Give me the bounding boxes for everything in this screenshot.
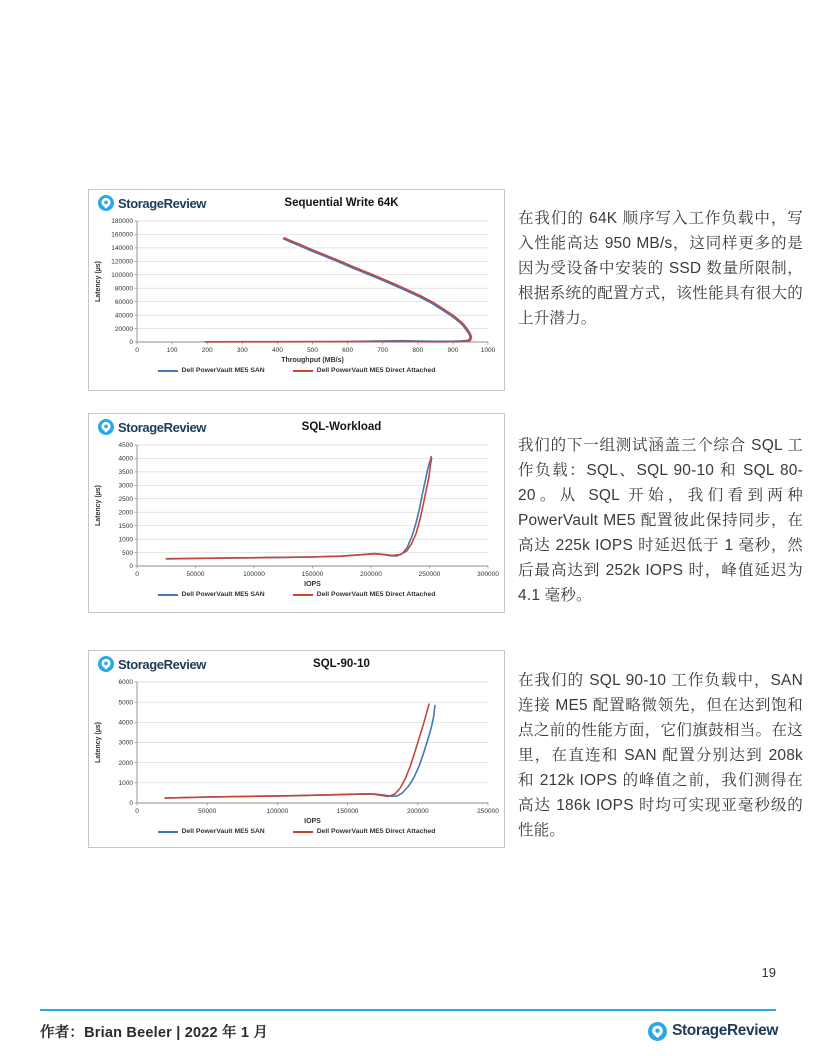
svg-text:100000: 100000: [266, 808, 289, 815]
storagereview-logo-text: StorageReview: [118, 419, 207, 435]
svg-text:2000: 2000: [118, 509, 133, 517]
chart-card: [88, 189, 505, 391]
svg-text:60000: 60000: [114, 298, 133, 306]
svg-text:600: 600: [342, 347, 354, 354]
chart-header: [89, 414, 504, 438]
svg-text:IOPS: IOPS: [304, 581, 321, 588]
chart-title: Sequential Write 64K: [284, 197, 399, 209]
svg-text:300: 300: [236, 347, 248, 354]
svg-text:2000: 2000: [118, 759, 133, 767]
legend-label: Dell PowerVault ME5 SAN: [181, 367, 265, 374]
svg-text:100: 100: [166, 347, 178, 354]
legend-label: Dell PowerVault ME5 Direct Attached: [316, 591, 436, 598]
svg-text:Latency (µs): Latency (µs): [95, 485, 102, 526]
svg-text:0: 0: [135, 347, 139, 354]
legend-label: Dell PowerVault ME5 SAN: [181, 828, 265, 835]
svg-text:150000: 150000: [301, 571, 324, 578]
chart-card: [88, 413, 505, 613]
svg-text:250000: 250000: [418, 571, 441, 578]
legend-item: [293, 367, 436, 374]
author-name: Brian Beeler: [84, 1024, 172, 1041]
legend-item: [293, 591, 436, 598]
storagereview-drop-icon: [648, 1022, 667, 1041]
svg-text:900: 900: [447, 347, 459, 354]
legend-swatch: [158, 370, 178, 372]
storagereview-drop-icon: [98, 656, 114, 672]
commentary-paragraph: 我们的下一组测试涵盖三个综合 SQL 工作负载：SQL、SQL 90-10 和 SQL 80-20。从 SQL 开始，我们看到两种 PowerVault ME5 配置彼此保持同步，在高达 225k IOPS 时延迟低于 1 毫秒，然后最高达到 252k IOPS 时，峰值延迟为 4.1 毫秒。: [518, 436, 803, 604]
svg-text:180000: 180000: [111, 218, 133, 226]
svg-text:800: 800: [412, 347, 424, 354]
svg-text:Latency (µs): Latency (µs): [95, 722, 102, 763]
svg-text:1000: 1000: [118, 780, 133, 788]
storagereview-footer-logo: [648, 1022, 778, 1041]
footer-date: 2022 年 1 月: [184, 1024, 269, 1041]
chart-title: SQL-Workload: [301, 421, 382, 433]
storagereview-drop-icon: [98, 419, 114, 435]
svg-text:0: 0: [135, 808, 139, 815]
svg-text:1500: 1500: [118, 522, 133, 530]
svg-text:200: 200: [201, 347, 213, 354]
svg-text:6000: 6000: [118, 679, 133, 687]
svg-text:50000: 50000: [186, 571, 205, 578]
chart-legend: [89, 591, 504, 598]
svg-text:IOPS: IOPS: [304, 818, 321, 825]
legend-item: [158, 828, 265, 835]
chart-legend: [89, 367, 504, 374]
line-chart: [91, 675, 502, 827]
svg-text:100000: 100000: [111, 271, 133, 279]
legend-swatch: [293, 831, 313, 833]
footer: [40, 1016, 778, 1046]
svg-text:1000: 1000: [118, 536, 133, 544]
svg-text:200000: 200000: [406, 808, 429, 815]
chart-card: [88, 650, 505, 848]
storagereview-logo: [98, 419, 206, 435]
footer-author-line: [40, 1021, 268, 1042]
svg-text:140000: 140000: [111, 245, 133, 253]
chart-title: SQL-90-10: [313, 658, 370, 670]
chart-header: [89, 651, 504, 675]
svg-text:0: 0: [129, 800, 133, 808]
line-chart: [91, 438, 502, 590]
svg-text:5000: 5000: [118, 699, 133, 707]
svg-text:40000: 40000: [114, 312, 133, 320]
svg-text:700: 700: [377, 347, 389, 354]
legend-label: Dell PowerVault ME5 Direct Attached: [316, 367, 436, 374]
storagereview-logo-text: StorageReview: [118, 656, 207, 672]
legend-item: [293, 828, 436, 835]
svg-text:0: 0: [135, 571, 139, 578]
svg-text:500: 500: [122, 549, 133, 557]
svg-text:4500: 4500: [118, 442, 133, 450]
svg-text:150000: 150000: [336, 808, 359, 815]
svg-text:200000: 200000: [360, 571, 382, 578]
svg-text:Throughput (MB/s): Throughput (MB/s): [281, 357, 344, 364]
svg-text:50000: 50000: [198, 808, 217, 815]
svg-text:120000: 120000: [111, 258, 133, 266]
legend-item: [158, 367, 265, 374]
svg-text:250000: 250000: [477, 808, 499, 815]
legend-swatch: [293, 370, 313, 372]
svg-text:Latency (µs): Latency (µs): [95, 261, 102, 302]
storagereview-logo: [98, 195, 206, 211]
svg-text:1000: 1000: [480, 347, 496, 354]
chart-header: [89, 190, 504, 214]
legend-label: Dell PowerVault ME5 SAN: [181, 591, 265, 598]
svg-text:300000: 300000: [477, 571, 499, 578]
footer-divider: [40, 1009, 776, 1011]
legend-swatch: [158, 831, 178, 833]
footer-divider-char: |: [176, 1024, 181, 1041]
svg-text:400: 400: [271, 347, 283, 354]
legend-swatch: [158, 594, 178, 596]
svg-text:2500: 2500: [118, 495, 133, 503]
svg-text:3000: 3000: [118, 739, 133, 747]
storagereview-logo-text: StorageReview: [118, 195, 207, 211]
commentary-paragraph: 在我们的 64K 顺序写入工作负载中，写入性能高达 950 MB/s，这同样更多的是因为受设备中安装的 SSD 数量所限制，根据系统的配置方式，该性能具有很大的上升潜力。: [518, 209, 803, 327]
line-chart: [91, 214, 502, 366]
commentary-paragraph: 在我们的 SQL 90-10 工作负载中，SAN 连接 ME5 配置略微领先，但在达到饱和点之前的性能方面，它们旗鼓相当。在这里，在直连和 SAN 配置分别达到 208k 和 212k IOPS 的峰值之前，我们测得在高达 186k IOPS 时均可实现亚毫秒级的性能。: [518, 671, 803, 839]
svg-text:4000: 4000: [118, 455, 133, 463]
storagereview-logo-text: StorageReview: [672, 1022, 778, 1039]
page-number: 19: [761, 965, 776, 980]
chart-legend: [89, 828, 504, 835]
svg-text:80000: 80000: [114, 285, 133, 293]
svg-text:160000: 160000: [111, 231, 133, 239]
svg-text:0: 0: [129, 563, 133, 571]
svg-text:20000: 20000: [114, 325, 133, 333]
svg-text:3500: 3500: [118, 469, 133, 477]
svg-text:0: 0: [129, 339, 133, 347]
legend-swatch: [293, 594, 313, 596]
storagereview-drop-icon: [98, 195, 114, 211]
legend-item: [158, 591, 265, 598]
svg-text:3000: 3000: [118, 482, 133, 490]
svg-text:4000: 4000: [118, 719, 133, 727]
storagereview-logo: [98, 656, 206, 672]
svg-text:500: 500: [307, 347, 318, 354]
legend-label: Dell PowerVault ME5 Direct Attached: [316, 828, 436, 835]
author-label: 作者：: [40, 1024, 85, 1041]
svg-text:100000: 100000: [243, 571, 265, 578]
